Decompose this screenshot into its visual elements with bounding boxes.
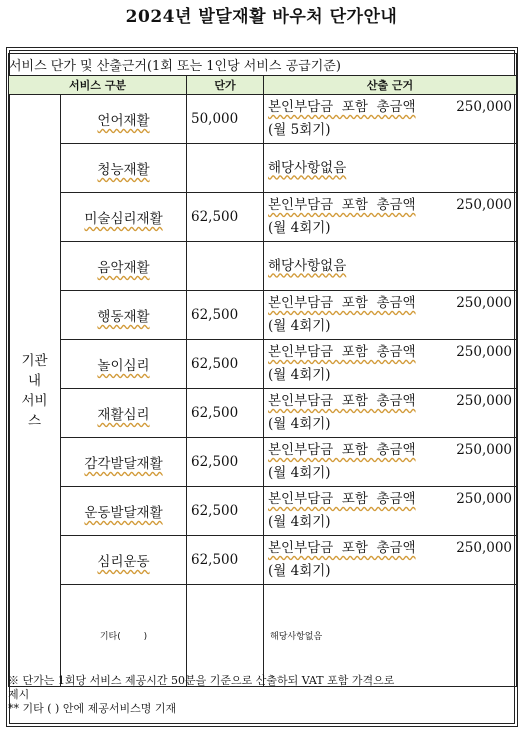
- table-caption: 서비스 단가 및 산출근거(1회 또는 1인당 서비스 공급기준): [9, 54, 517, 76]
- category-label: 스: [27, 412, 42, 429]
- basis-cell: [264, 193, 517, 242]
- service-name-cell: [61, 340, 187, 389]
- price-cell: 62,500: [187, 389, 264, 438]
- price-cell: 62,500: [187, 291, 264, 340]
- basis-none: 해당사항없음: [268, 257, 347, 274]
- service-name: 음악재활: [97, 260, 150, 276]
- basis-amount: 250,000: [456, 491, 513, 507]
- basis-line-2: (월 4회기): [268, 367, 331, 383]
- table-row: [9, 536, 517, 585]
- etc-basis-cell: 해당사항없음: [264, 585, 517, 687]
- basis-line-1: [268, 194, 516, 217]
- service-name-cell: [61, 193, 187, 242]
- price-cell: 62,500: [187, 193, 264, 242]
- service-name: 감각발달재활: [84, 456, 163, 472]
- service-name: 심리운동: [97, 554, 150, 570]
- price-cell: [187, 144, 264, 193]
- basis-cell: [264, 340, 517, 389]
- basis-line-2: (월 4회기): [268, 318, 331, 334]
- service-name: 미술심리재활: [84, 211, 163, 227]
- service-name-cell: [61, 389, 187, 438]
- footnote-1: ※ 단가는 1회당 서비스 제공시간 50분을 기준으로 산출하되 VAT 포함 가격으로: [8, 674, 395, 687]
- basis-cell: [264, 438, 517, 487]
- basis-line-2: (월 4회기): [268, 465, 331, 481]
- basis-cell: [264, 487, 517, 536]
- service-name: 청능재활: [97, 162, 150, 178]
- basis-text: 본인부담금 포함 총금액: [268, 295, 416, 311]
- basis-amount: 250,000: [456, 442, 513, 458]
- basis-line-1: [268, 537, 516, 560]
- header-service: 서비스 구분: [9, 76, 187, 95]
- footnote-2: ** 기타 ( ) 안에 제공서비스명 기재: [8, 702, 177, 715]
- service-name-cell: [61, 242, 187, 291]
- basis-line-2: (월 4회기): [268, 514, 331, 530]
- basis-text: 본인부담금 포함 총금액: [268, 540, 416, 556]
- basis-amount: 250,000: [456, 99, 513, 115]
- basis-line-2: (월 4회기): [268, 563, 331, 579]
- table-row: [9, 291, 517, 340]
- basis-amount: 250,000: [456, 295, 513, 311]
- basis-amount: 250,000: [456, 540, 513, 556]
- basis-line-1: [268, 390, 516, 413]
- service-name-cell: [61, 438, 187, 487]
- service-name-cell: [61, 95, 187, 144]
- service-name: 재활심리: [97, 407, 150, 423]
- basis-text: 본인부담금 포함 총금액: [268, 99, 416, 115]
- service-name: 운동발달재활: [84, 505, 163, 521]
- table-row: [9, 193, 517, 242]
- voucher-price-table: [8, 53, 517, 687]
- service-name: 행동재활: [97, 309, 150, 325]
- table-row: [9, 487, 517, 536]
- table-row: [9, 242, 517, 291]
- basis-text: 본인부담금 포함 총금액: [268, 197, 416, 213]
- service-name-cell: [61, 144, 187, 193]
- basis-cell: [264, 144, 517, 193]
- table-row: [9, 144, 517, 193]
- basis-line-2: (월 4회기): [268, 220, 331, 236]
- service-name-cell: [61, 291, 187, 340]
- basis-text: 본인부담금 포함 총금액: [268, 491, 416, 507]
- category-label: 기관: [21, 352, 48, 369]
- etc-service-cell: 기타( ): [61, 585, 187, 687]
- service-name: 언어재활: [97, 113, 150, 129]
- basis-text: 본인부담금 포함 총금액: [268, 344, 416, 360]
- service-name-cell: [61, 487, 187, 536]
- table-row: [9, 438, 517, 487]
- basis-cell: [264, 95, 517, 144]
- basis-amount: 250,000: [456, 393, 513, 409]
- table-row-etc: [9, 585, 517, 687]
- basis-amount: 250,000: [456, 197, 513, 213]
- service-name: 놀이심리: [97, 358, 150, 374]
- basis-cell: [264, 389, 517, 438]
- footnotes: [8, 674, 516, 716]
- basis-line-1: [268, 439, 516, 462]
- footnote-1-cont: 제시: [8, 688, 30, 701]
- table-row: [9, 389, 517, 438]
- category-label: 서비: [21, 392, 48, 409]
- basis-line-1: [268, 488, 516, 511]
- basis-none: 해당사항없음: [268, 159, 347, 176]
- basis-cell: [264, 536, 517, 585]
- table-header-row: [9, 76, 517, 95]
- basis-line-2: (월 5회기): [268, 122, 331, 138]
- basis-line-1: [268, 341, 516, 364]
- category-cell: [9, 95, 61, 687]
- price-cell: 62,500: [187, 487, 264, 536]
- category-label: 내: [27, 372, 42, 389]
- header-price: 단가: [187, 76, 264, 95]
- page-title: 2024년 발달재활 바우처 단가안내: [125, 7, 398, 27]
- basis-text: 본인부담금 포함 총금액: [268, 393, 416, 409]
- price-cell: 62,500: [187, 340, 264, 389]
- table-row: [9, 340, 517, 389]
- basis-cell: [264, 291, 517, 340]
- basis-line-2: (월 4회기): [268, 416, 331, 432]
- etc-price-cell: [187, 585, 264, 687]
- service-name-cell: [61, 536, 187, 585]
- price-cell: 50,000: [187, 95, 264, 144]
- header-basis: 산출 근거: [264, 76, 517, 95]
- price-cell: 62,500: [187, 438, 264, 487]
- basis-amount: 250,000: [456, 344, 513, 360]
- basis-cell: [264, 242, 517, 291]
- basis-text: 본인부담금 포함 총금액: [268, 442, 416, 458]
- price-cell: [187, 242, 264, 291]
- table-caption-row: [9, 54, 517, 76]
- table-row: [9, 95, 517, 144]
- basis-line-1: [268, 96, 516, 119]
- basis-line-1: [268, 292, 516, 315]
- price-cell: 62,500: [187, 536, 264, 585]
